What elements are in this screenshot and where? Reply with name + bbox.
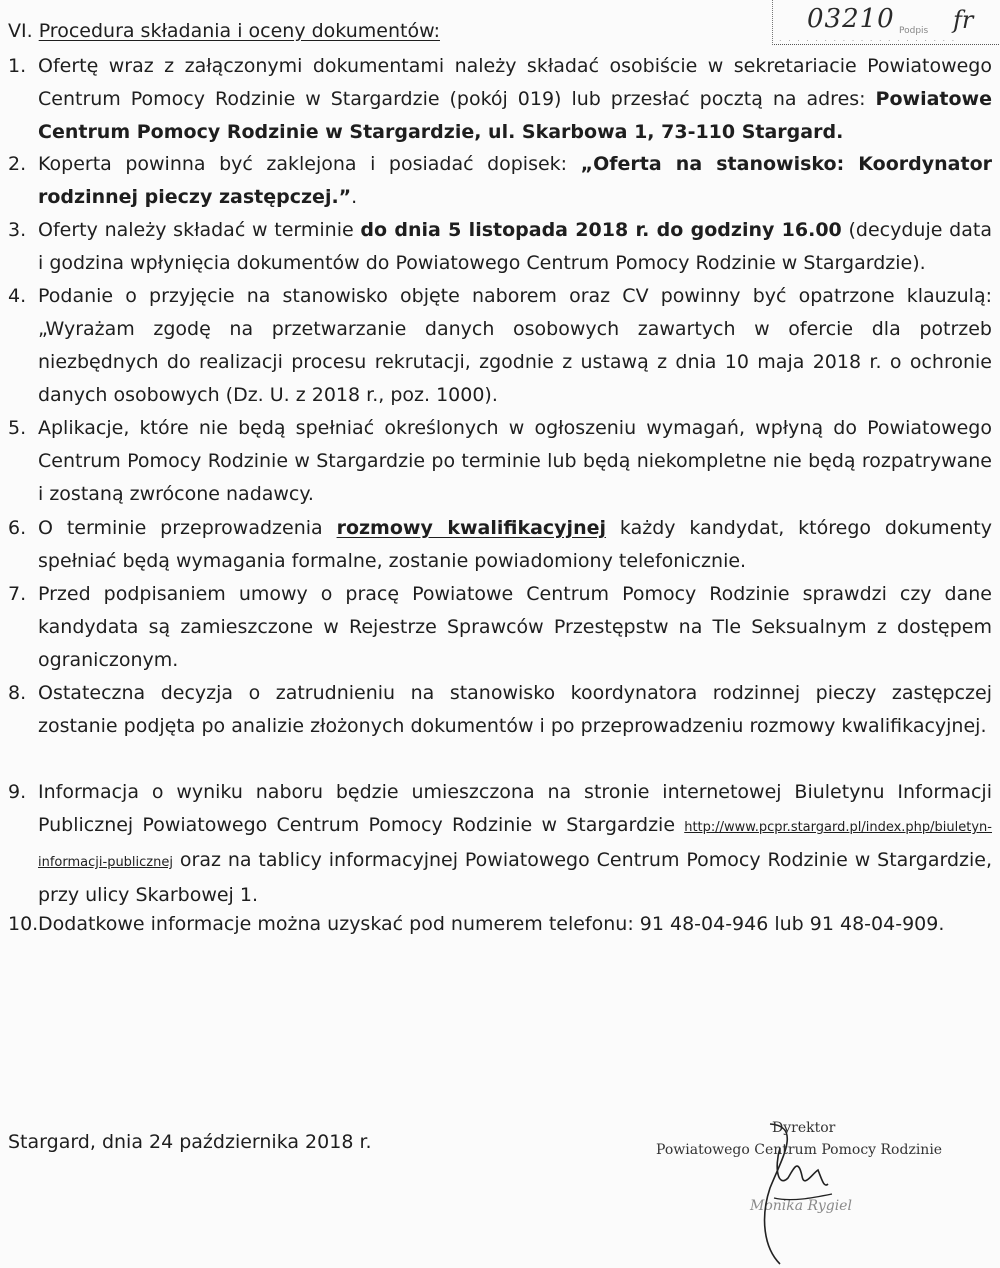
- text-run: Aplikacje, które nie będą spełniać określonych w ogłoszeniu wymagań, wpłyną do Powiatowego Centrum Pomocy Rodzinie w Stargardzie po terminie lub będą niekompletne nie będą rozpatrywane i zostaną zwrócone nadawcy.: [38, 417, 992, 505]
- emphasized-text: „Oferta na stanowisko: Koordynator rodzinnej pieczy zastępczej.”: [38, 153, 993, 208]
- text-run: Informacja o wyniku naboru będzie umieszczona na stronie internetowej Biuletynu Informacji Publicznej Powiatowego Centrum Pomocy Rodzinie w Stargardzie: [38, 781, 992, 836]
- item-text: [38, 776, 992, 912]
- emphasized-text: do dnia 5 listopada 2018 r. do godziny 16.00: [360, 219, 842, 241]
- list-item: [8, 148, 992, 214]
- signatory-organization: Powiatowego Centrum Pomocy Rodzinie: [656, 1142, 943, 1158]
- item-text: [38, 908, 992, 941]
- emphasized-underlined-text: rozmowy kwalifikacyjnej: [336, 517, 606, 539]
- text-run: każdy kandydat, którego dokumenty spełniać będą wymagania formalne, zostanie powiadomiony telefonicznie.: [38, 517, 992, 572]
- item-number: 1.: [8, 55, 27, 77]
- item-number: 9.: [8, 781, 27, 803]
- list-item: [8, 578, 992, 677]
- stamp-dotted-line: . . . . . . . . . . . . . . . . . . . .: [779, 34, 957, 43]
- stamp-initials: fr: [953, 6, 974, 34]
- list-item: [8, 776, 992, 912]
- place-and-date: Stargard, dnia 24 października 2018 r.: [8, 1131, 372, 1153]
- list-item: [8, 214, 992, 280]
- item-text: [38, 50, 992, 149]
- item-text: [38, 677, 992, 743]
- item-number: 2.: [8, 153, 27, 175]
- text-run: oraz na tablicy informacyjnej Powiatowego Centrum Pomocy Rodzinie w Stargardzie, przy ulicy Skarbowej 1.: [38, 849, 992, 906]
- text-run: Oferty należy składać w terminie: [38, 219, 361, 241]
- stamp-label: Podpis: [899, 26, 929, 36]
- section-title: Procedura składania i oceny dokumentów:: [38, 20, 440, 42]
- item-text: [38, 214, 992, 280]
- item-number: 5.: [8, 417, 27, 439]
- text-run: O terminie przeprowadzenia: [38, 517, 337, 539]
- bip-link[interactable]: http://www.pcpr.stargard.pl/index.php/biuletyn-informacji-publicznej: [38, 820, 992, 870]
- text-run: Dodatkowe informacje można uzyskać pod numerem telefonu: 91 48-04-946 lub 91 48-04-909.: [38, 913, 945, 935]
- text-run: Ostateczna decyzja o zatrudnieniu na stanowisko koordynatora rodzinnej pieczy zastępczej zostanie podjęta po analizie złożonych dokumentów i po przeprowadzeniu rozmowy kwalifikacyjnej.: [38, 682, 992, 737]
- text-run: Koperta powinna być zaklejona i posiadać dopisek:: [38, 153, 581, 175]
- item-text: [38, 578, 992, 677]
- list-item: [8, 512, 992, 578]
- list-item: [8, 412, 992, 511]
- text-run: .: [351, 186, 358, 208]
- emphasized-text: Powiatowe Centrum Pomocy Rodzinie w Stargardzie, ul. Skarbowa 1, 73-110 Stargard.: [38, 88, 992, 143]
- item-number: 7.: [8, 583, 27, 605]
- item-number: 3.: [8, 219, 27, 241]
- list-item: [8, 50, 992, 149]
- item-number: 10.: [8, 913, 39, 935]
- section-heading: [8, 18, 440, 44]
- signatory-role: Dyrektor: [772, 1120, 836, 1136]
- item-text: [38, 412, 992, 511]
- text-run: Ofertę wraz z załączonymi dokumentami należy składać osobiście w sekretariacie Powiatowego Centrum Pomocy Rodzinie w Stargardzie (pokój 019) lub przesłać pocztą na adres:: [38, 55, 992, 110]
- item-text: [38, 512, 992, 578]
- item-text: [38, 280, 992, 412]
- item-text: [38, 148, 992, 214]
- registration-stamp: [772, 0, 999, 45]
- text-run: Przed podpisaniem umowy o pracę Powiatowe Centrum Pomocy Rodzinie sprawdzi czy dane kandydata są zamieszczone w Rejestrze Sprawców Przestępstw na Tle Seksualnym z dostępem ograniczonym.: [38, 583, 992, 671]
- signature-block: [652, 1118, 992, 1268]
- item-number: 4.: [8, 285, 27, 307]
- text-run: Podanie o przyjęcie na stanowisko objęte naborem oraz CV powinny być opatrzone klauzulą: „Wyrażam zgodę na przetwarzanie danych osobowych zawartych w ofercie dla potrzeb niezbędnych do realizacji procesu rekrutacji, zgodnie z ustawą z dnia 10 maja 2018 r. o ochronie danych osobowych (Dz. U. z 2018 r., poz. 1000).: [38, 285, 992, 406]
- handwritten-signature: [652, 1118, 992, 1268]
- item-number: 6.: [8, 517, 27, 539]
- text-run: (decyduje data i godzina wpłynięcia dokumentów do Powiatowego Centrum Pomocy Rodzinie w Stargardzie).: [38, 219, 992, 274]
- list-item: [8, 280, 992, 412]
- list-item: [8, 677, 992, 743]
- section-number: VI.: [8, 20, 33, 42]
- stamp-number: 03210: [807, 4, 895, 34]
- item-number: 8.: [8, 682, 27, 704]
- list-item: [8, 908, 992, 941]
- signatory-name-stamp: Monika Rygiel: [750, 1198, 852, 1214]
